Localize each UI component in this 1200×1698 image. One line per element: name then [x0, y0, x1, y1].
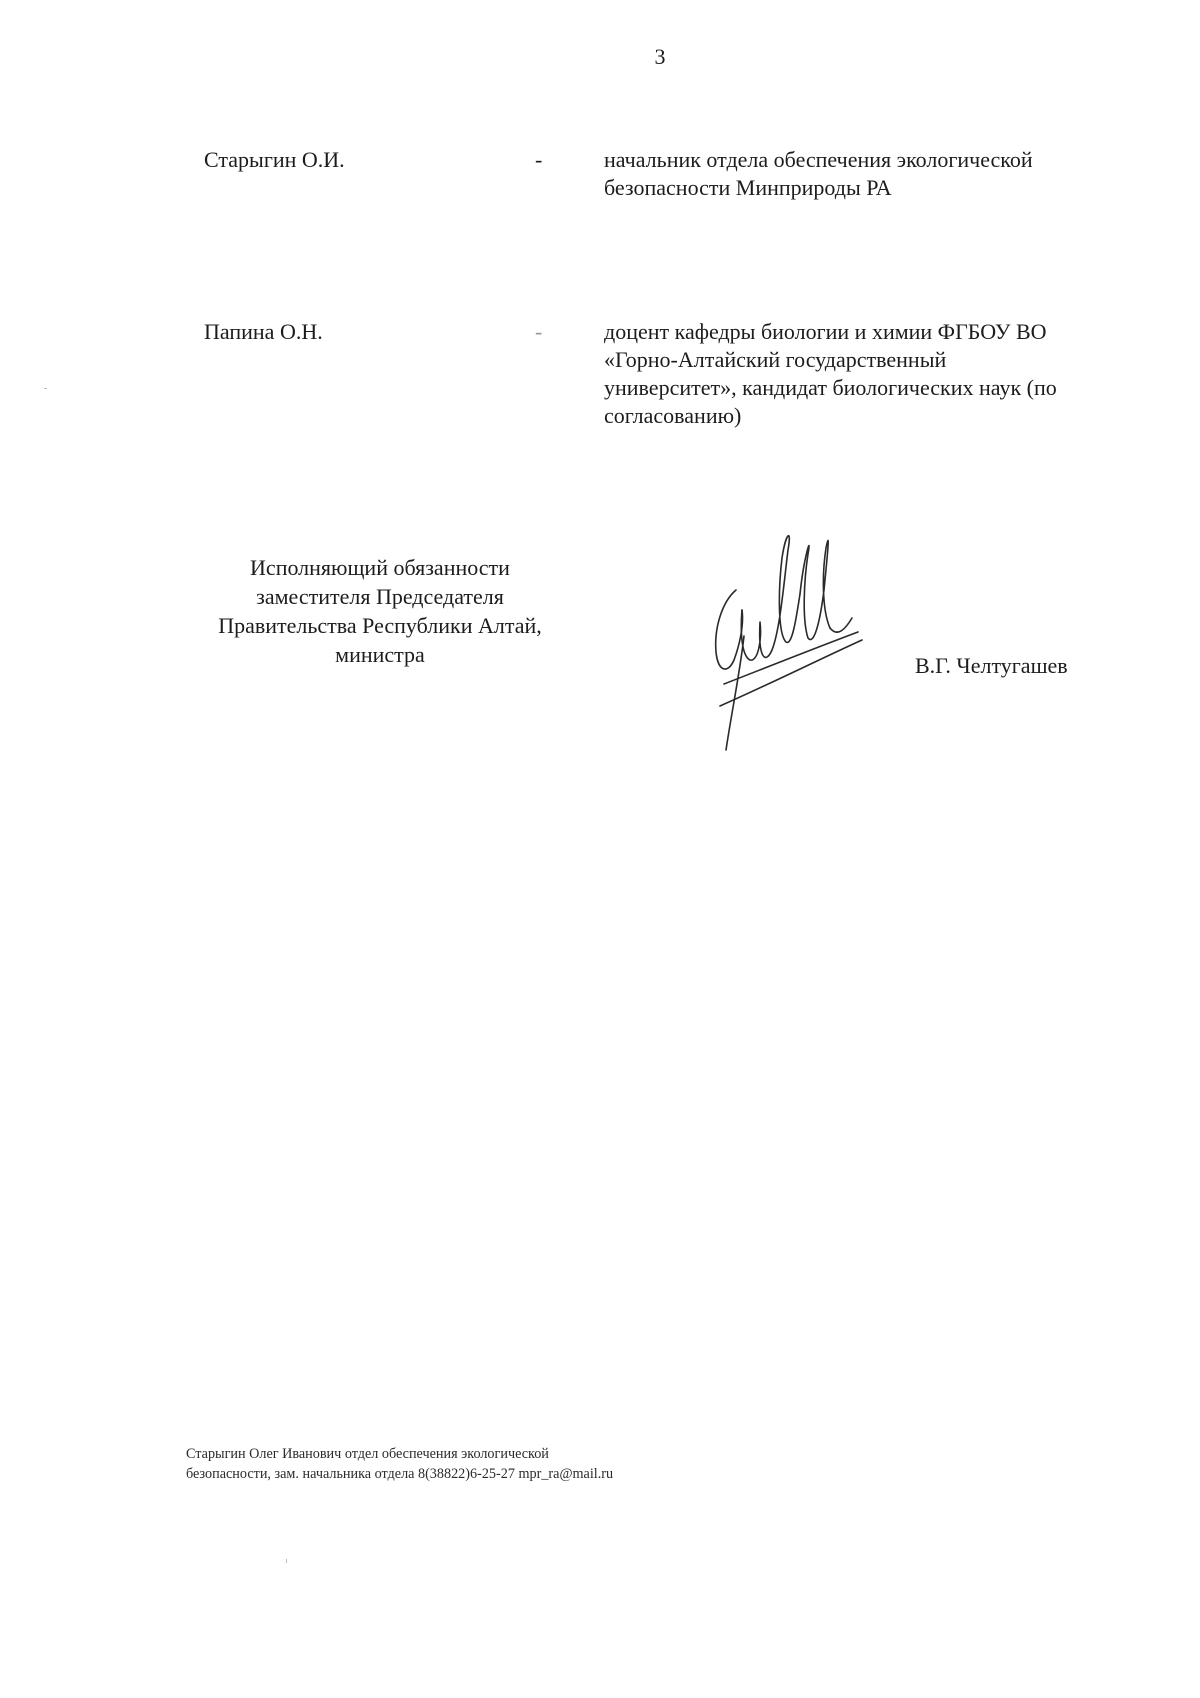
member-role-line: доцент кафедры биологии и химии ФГБОУ ВО — [604, 319, 1047, 344]
scan-speck — [286, 1559, 287, 1563]
member-role-line: начальник отдела обеспечения экологической — [604, 147, 1033, 172]
scan-speck — [44, 388, 47, 389]
member-role — [604, 146, 1164, 202]
signatory-title-line: Исполняющий обязанности — [250, 555, 510, 580]
member-role-line: «Горно-Алтайский государственный — [604, 347, 947, 372]
member-name: Старыгин О.И. — [204, 147, 345, 172]
member-role-line: безопасности Минприроды РА — [604, 175, 892, 200]
member-role-line: университет», кандидат биологических наук (по — [604, 375, 1057, 400]
signatory-title-line: министра — [335, 642, 425, 667]
page-number: 3 — [654, 44, 666, 69]
handwritten-signature — [700, 510, 870, 755]
signatory-title-line: Правительства Республики Алтай, — [218, 613, 542, 638]
member-role — [604, 318, 1164, 430]
member-role-line: согласованию) — [604, 403, 742, 428]
executor-note-line: Старыгин Олег Иванович отдел обеспечения экологической — [186, 1446, 549, 1462]
executor-note-line: безопасности, зам. начальника отдела 8(38822)6-25-27 mpr_ra@mail.ru — [186, 1466, 614, 1482]
signatory-title-line: заместителя Председателя — [256, 584, 504, 609]
member-dash: - — [535, 319, 543, 344]
signatory-title — [180, 553, 580, 669]
member-name: Папина О.Н. — [204, 319, 323, 344]
signer-name: В.Г. Челтугашев — [915, 653, 1068, 678]
member-dash: - — [535, 147, 543, 172]
executor-note — [186, 1444, 846, 1484]
